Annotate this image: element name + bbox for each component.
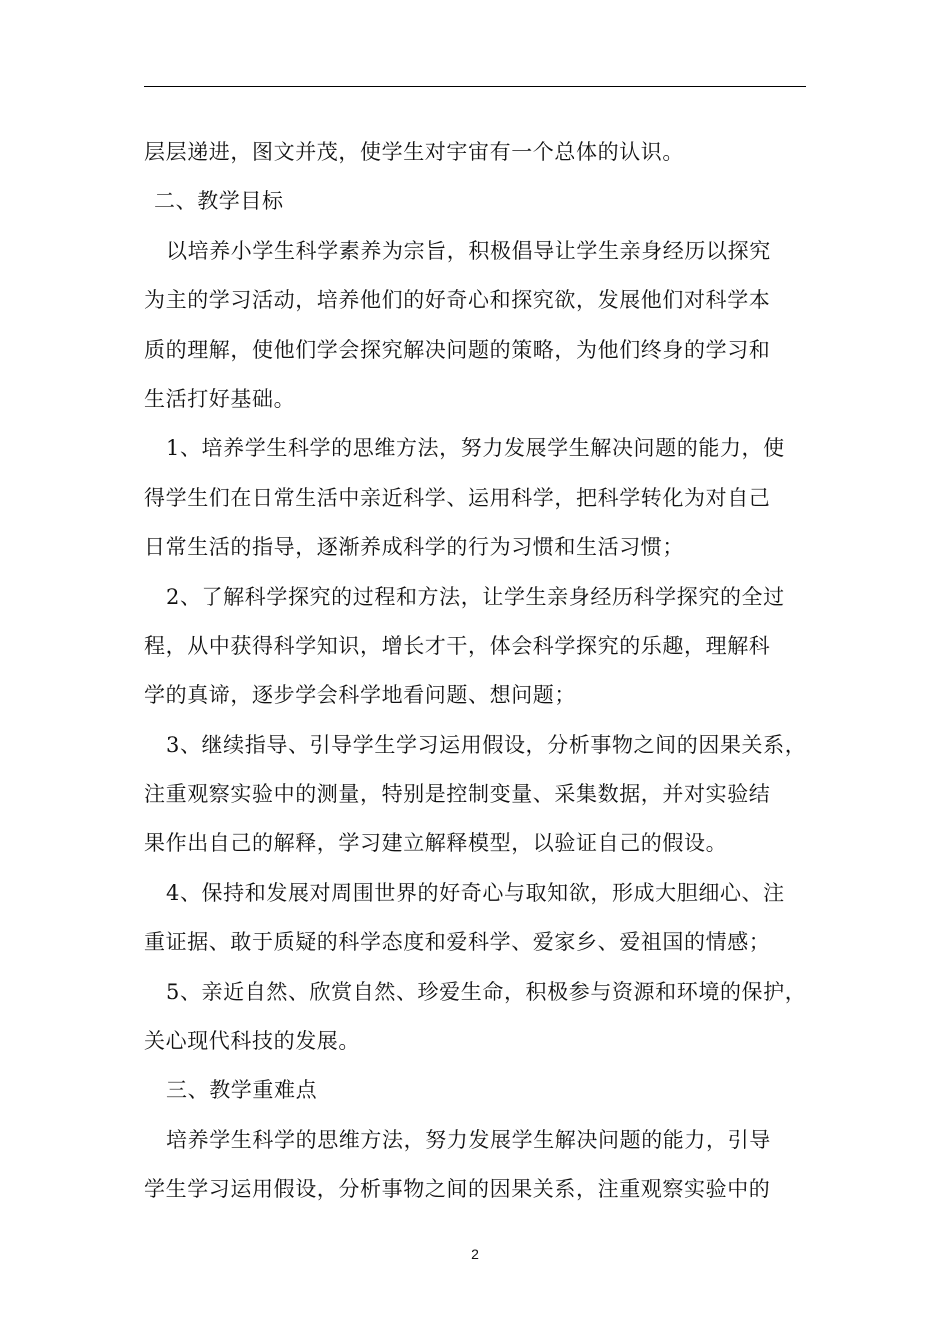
text-line: 程，从中获得科学知识，增长才干，体会科学探究的乐趣，理解科 <box>144 633 771 658</box>
page-number: 2 <box>471 1246 479 1262</box>
text-line: 学的真谛，逐步学会科学地看问题、想问题； <box>144 683 576 708</box>
document-body <box>144 128 824 1215</box>
text-line: 以培养小学生科学素养为宗旨，积极倡导让学生亲身经历以探究 <box>166 238 771 263</box>
text-line: 果作出自己的解释，学习建立解释模型，以验证自己的假设。 <box>144 831 728 856</box>
list-item-2: 2、了解科学探究的过程和方法，让学生亲身经历科学探究的全过 <box>166 584 785 609</box>
text-line: 注重观察实验中的测量，特别是控制变量、采集数据，并对实验结 <box>144 782 771 807</box>
list-item-4: 4、保持和发展对周围世界的好奇心与取知欲，形成大胆细心、注 <box>166 880 785 905</box>
text-line: 得学生们在日常生活中亲近科学、运用科学，把科学转化为对自己 <box>144 485 771 510</box>
header-rule <box>144 86 806 87</box>
list-item-5: 5、亲近自然、欣赏自然、珍爱生命，积极参与资源和环境的保护， <box>166 979 807 1004</box>
list-item-1: 1、培养学生科学的思维方法，努力发展学生解决问题的能力，使 <box>166 436 785 461</box>
text-line: 质的理解，使他们学会探究解决问题的策略，为他们终身的学习和 <box>144 337 771 362</box>
text-line: 学生学习运用假设，分析事物之间的因果关系，注重观察实验中的 <box>144 1177 771 1202</box>
text-line: 为主的学习活动，培养他们的好奇心和探究欲，发展他们对科学本 <box>144 288 771 313</box>
text-line: 培养学生科学的思维方法，努力发展学生解决问题的能力，引导 <box>166 1127 771 1152</box>
text-line: 日常生活的指导，逐渐养成科学的行为习惯和生活习惯； <box>144 535 684 560</box>
section-heading-key-points: 三、教学重难点 <box>166 1078 318 1103</box>
text-line: 关心现代科技的发展。 <box>144 1029 360 1054</box>
text-line: 生活打好基础。 <box>144 386 296 411</box>
text-line: 层层递进，图文并茂，使学生对宇宙有一个总体的认识。 <box>144 140 684 164</box>
text-line: 重证据、敢于质疑的科学态度和爱科学、爱家乡、爱祖国的情感； <box>144 930 771 955</box>
list-item-3: 3、继续指导、引导学生学习运用假设，分析事物之间的因果关系， <box>166 732 807 757</box>
section-heading-objectives: 二、教学目标 <box>154 189 284 214</box>
